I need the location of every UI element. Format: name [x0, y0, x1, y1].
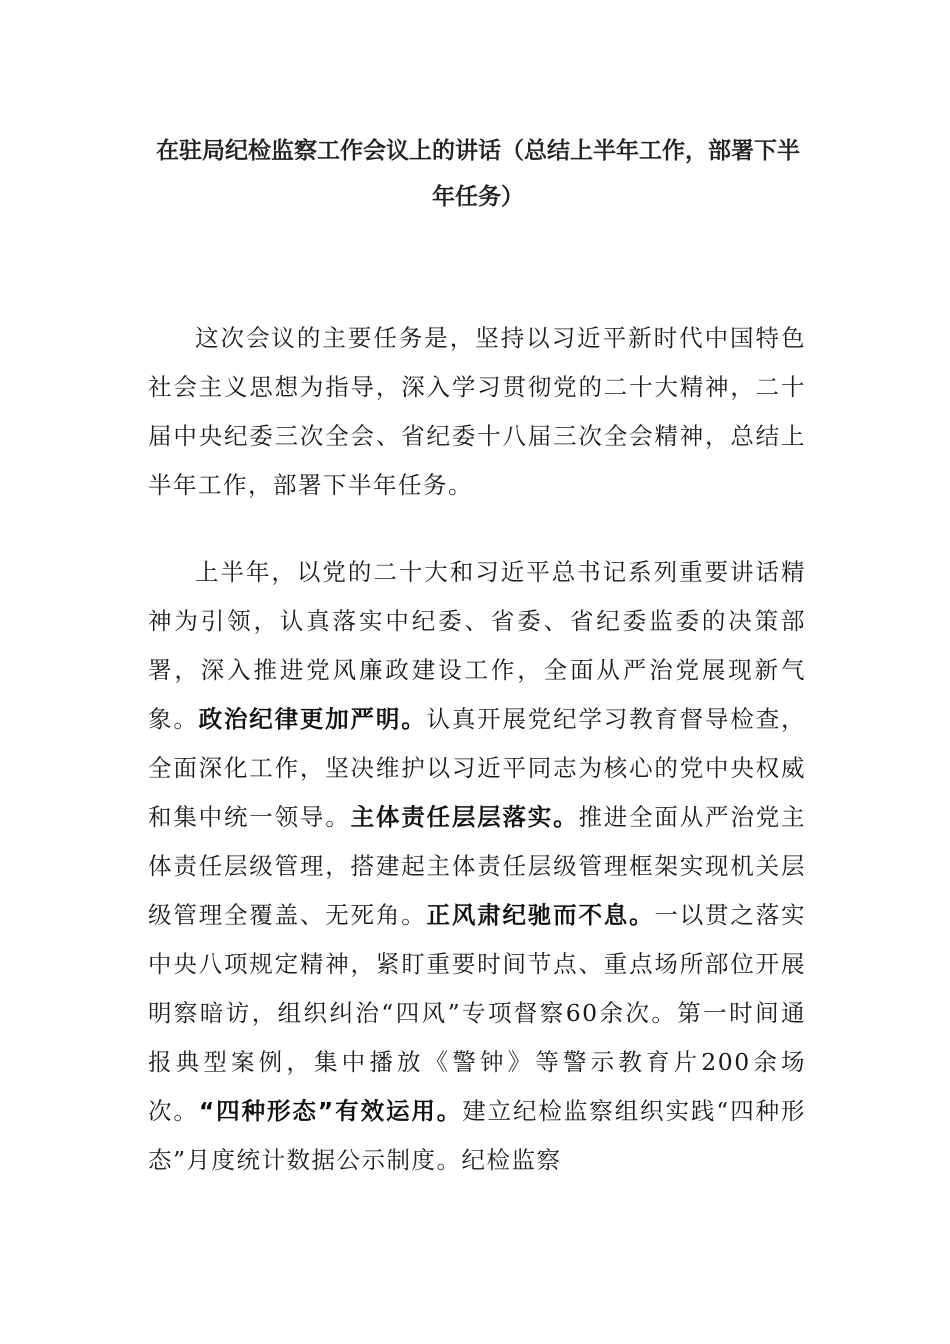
- heading-four-forms: “四种形态”有效运用。: [198, 1097, 463, 1125]
- heading-main-responsibility: 主体责任层层落实。: [350, 803, 579, 831]
- text-main-responsibility: 推进全面从严治党主体责任层级管理，搭建起主体责任层级管理框架实现机关层级管理全覆盖、无死角。: [148, 803, 807, 929]
- paragraph-first-half-summary: [148, 548, 806, 1185]
- document-title: 在驻局纪检监察工作会议上的讲话（总结上半年工作，部署下半年任务）: [156, 138, 800, 210]
- paragraph-meeting-tasks: 这次会议的主要任务是，坚持以习近平新时代中国特色社会主义思想为指导，深入学习贯彻党的二十大精神，二十届中央纪委三次全会、省纪委十八届三次全会精神，总结上半年工作，部署下半年任务。: [148, 324, 806, 499]
- heading-discipline-rectification: 正风肃纪驰而不息。: [426, 901, 655, 929]
- paragraph-intro: 上半年，以党的二十大和习近平总书记系列重要讲话精神为引领，认真落实中纪委、省委、省纪委监委的决策部署，深入推进党风廉政建设工作，全面从严治党展现新气象。: [148, 558, 806, 733]
- text-discipline-rectification: 一以贯之落实中央八项规定精神，紧盯重要时间节点、重点场所部位开展明察暗访，组织纠治“四风”专项督察60余次。第一时间通报典型案例，集中播放《警钟》等警示教育片200余场次。: [148, 901, 807, 1125]
- text-political-discipline: 认真开展党纪学习教育督导检查，全面深化工作，坚决维护以习近平同志为核心的党中央权威和集中统一领导。: [148, 705, 807, 831]
- text-four-forms: 建立纪检监察组织实践“四种形态”月度统计数据公示制度。纪检监察: [148, 1097, 807, 1174]
- heading-political-discipline: 政治纪律更加严明。: [198, 705, 427, 733]
